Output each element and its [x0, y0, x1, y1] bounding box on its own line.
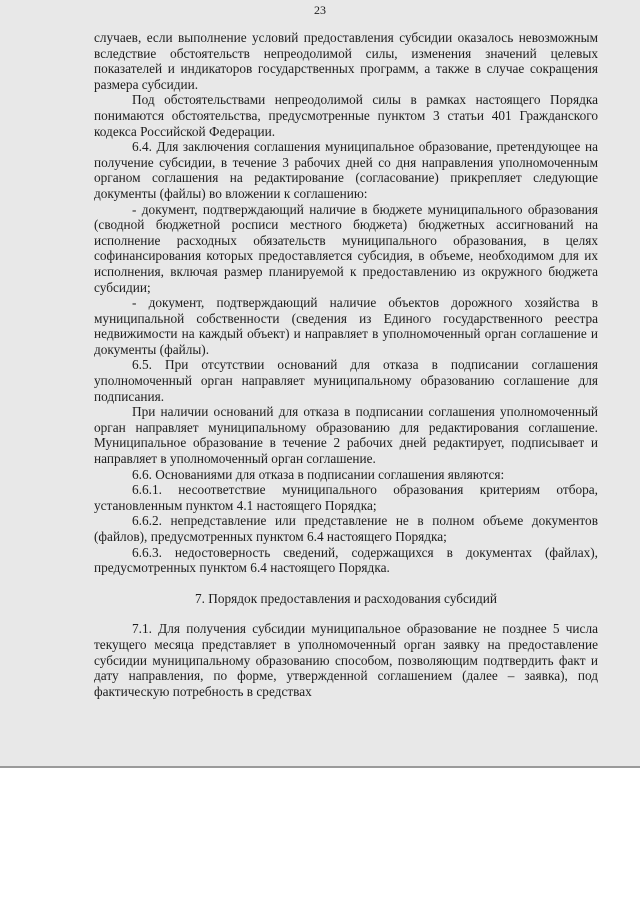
document-body	[94, 30, 598, 699]
paragraph: - документ, подтверждающий наличие объектов дорожного хозяйства в муниципальной собственности (сведения из Единого государственного реестра недвижимости на каждый объект) и направляет в уполномоченный орган соглашение и документы (файлы).	[94, 295, 598, 357]
paragraph: 6.4. Для заключения соглашения муниципальное образование, претендующее на получение субсидии, в течение 3 рабочих дней со дня направления уполномоченным органом соглашения на редактирование (согласование) прикрепляет следующие документы (файлы) во вложении к соглашению:	[94, 139, 598, 201]
paragraph: - документ, подтверждающий наличие в бюджете муниципального образования (сводной бюджетной росписи местного бюджета) бюджетных ассигнований на исполнение расходных обязательств муниципального образования, в целях софинансирования которых предоставляется субсидия, в объеме, необходимом для их исполнения, включая размер планируемой к предоставлению из окружного бюджета субсидии;	[94, 201, 598, 295]
paragraph: 6.6. Основаниями для отказа в подписании соглашения являются:	[132, 466, 505, 482]
paragraph: случаев, если выполнение условий предоставления субсидии оказалось невозможным вследствие обстоятельств непреодолимой силы, изменения значений целевых показателей и индикаторов государственных программ, а также в случае сокращения размера субсидии.	[94, 30, 598, 92]
paragraph: Под обстоятельствами непреодолимой силы в рамках настоящего Порядка понимаются обстоятельства, предусмотренные пунктом 3 статьи 401 Гражданского кодекса Российской Федерации.	[94, 92, 598, 139]
scan-bottom-edge	[0, 766, 640, 768]
paragraph: 7.1. Для получения субсидии муниципальное образование не позднее 5 числа текущего месяца представляет в уполномоченный орган заявку на предоставление субсидии муниципальному образованию способом, позволяющим подтвердить факт и дату направления, по форме, утвержденной соглашением (далее – заявка), под фактическую потребность в средствах	[94, 621, 598, 699]
paragraph: При наличии оснований для отказа в подписании соглашения уполномоченный орган направляет муниципальному образованию для редактирования соглашение. Муниципальное образование в течение 2 рабочих дней редактирует, подписывает и направляет в уполномоченный орган соглашение.	[94, 404, 598, 467]
section-heading: 7. Порядок предоставления и расходования субсидий	[194, 590, 498, 606]
page-number: 23	[314, 3, 326, 17]
paragraph: 6.6.2. непредставление или представление не в полном объеме документов (файлов), предусмотренных пунктом 6.4 настоящего Порядка;	[94, 513, 598, 544]
paragraph: 6.6.1. несоответствие муниципального образования критериям отбора, установленным пунктом 4.1 настоящего Порядка;	[94, 482, 598, 513]
paragraph: 6.6.3. недостоверность сведений, содержащихся в документах (файлах), предусмотренных пунктом 6.4 настоящего Порядка.	[94, 544, 598, 576]
paragraph: 6.5. При отсутствии оснований для отказа в подписании соглашения уполномоченный орган направляет муниципальному образованию соглашение для подписания.	[94, 357, 598, 404]
